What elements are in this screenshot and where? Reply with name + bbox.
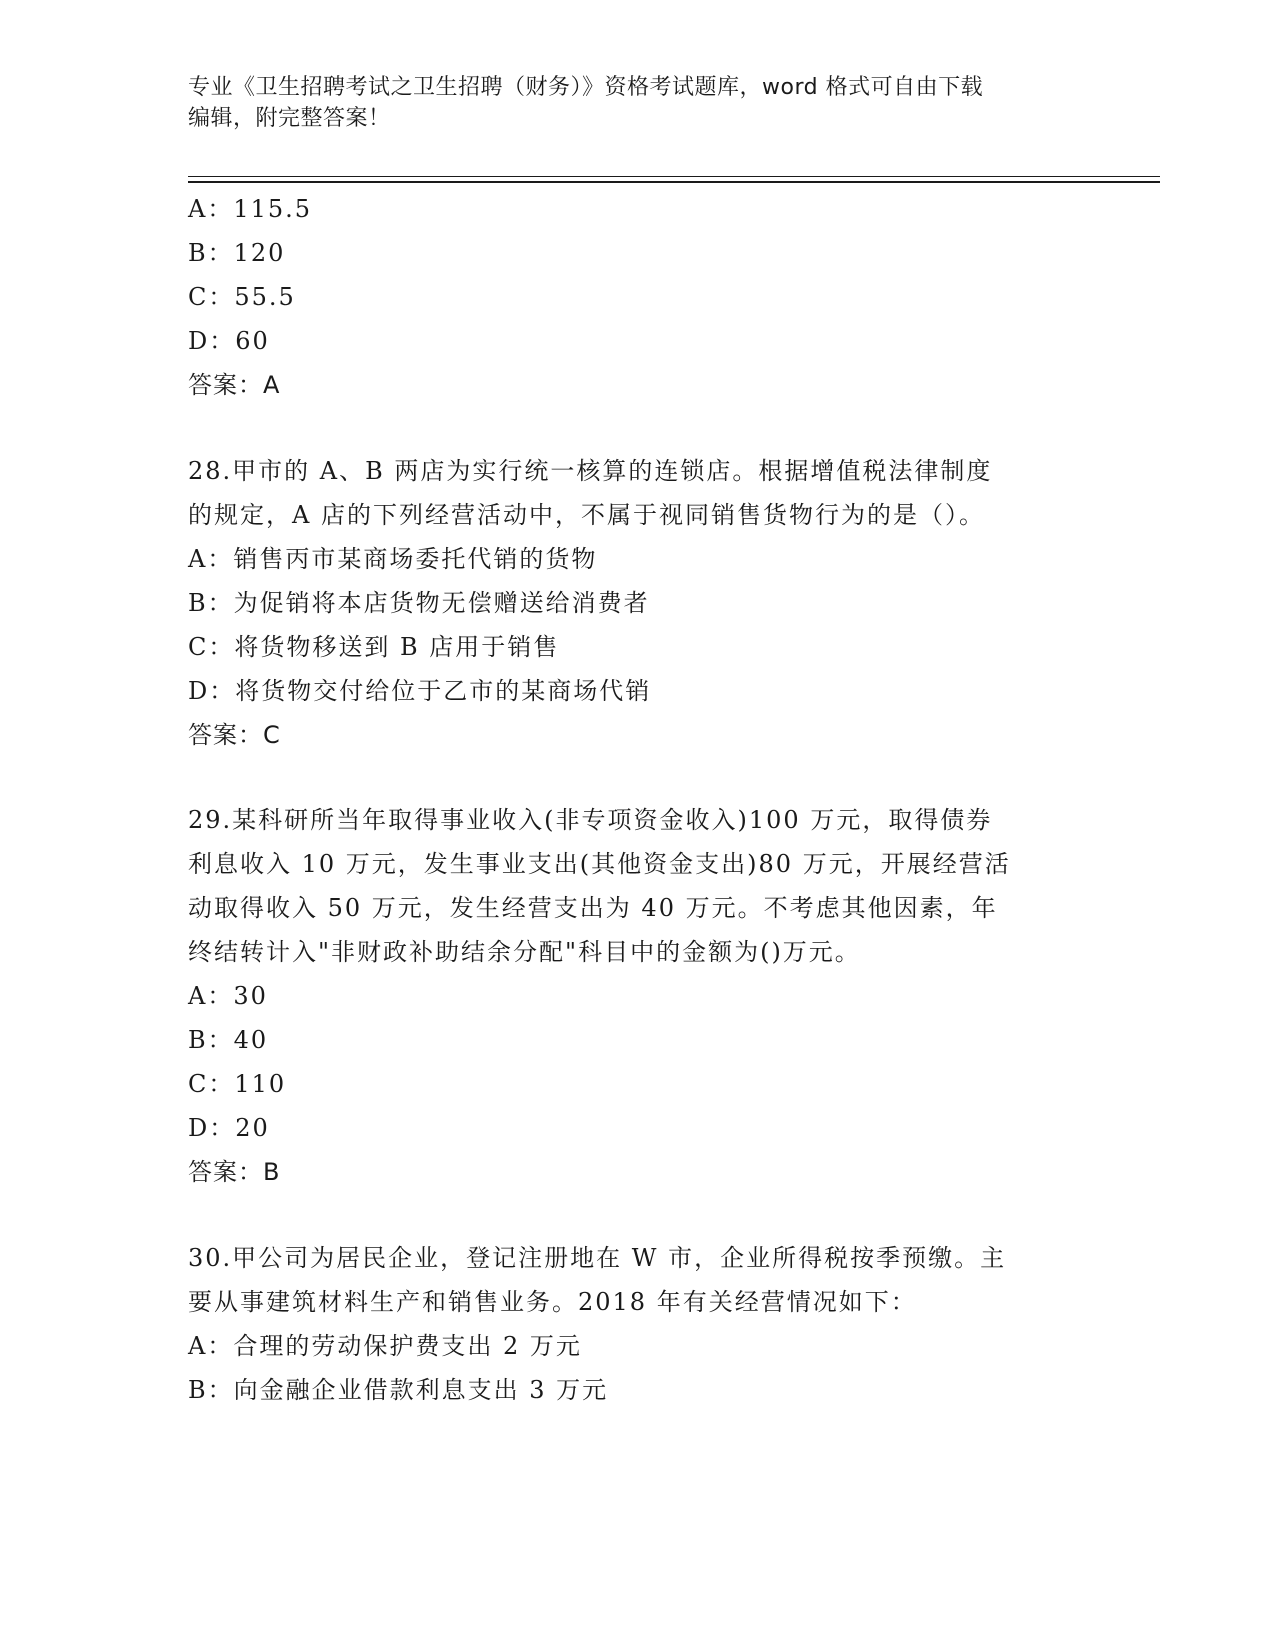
q29-stem-line-4: 终结转计入"非财政补助结余分配"科目中的金额为()万元。 [188, 938, 861, 966]
q28-option-a: A：销售丙市某商场委托代销的货物 [188, 545, 598, 573]
q28-stem-line-2: 的规定，A 店的下列经营活动中，不属于视同销售货物行为的是（）。 [188, 501, 985, 529]
q29-stem-line-1: 29.某科研所当年取得事业收入(非专项资金收入)100 万元，取得债券 [188, 806, 993, 834]
q27-option-d: D：60 [188, 327, 270, 355]
q29-answer: 答案：B [188, 1158, 281, 1186]
q29-stem-line-2: 利息收入 10 万元，发生事业支出(其他资金支出)80 万元，开展经营活 [188, 850, 1011, 878]
q29-option-c: C：110 [188, 1070, 287, 1098]
header-line-1: 专业《卫生招聘考试之卫生招聘（财务）》资格考试题库，word 格式可自由下载 [188, 75, 984, 100]
q28-stem-line-1: 28.甲市的 A、B 两店为实行统一核算的连锁店。根据增值税法律制度 [188, 457, 993, 485]
q27-answer: 答案：A [188, 371, 281, 399]
document-header [188, 72, 1088, 134]
q28-option-b: B：为促销将本店货物无偿赠送给消费者 [188, 589, 650, 617]
q27-option-a: A：115.5 [188, 195, 313, 223]
q27-option-b: B：120 [188, 239, 286, 267]
header-divider-thick [188, 181, 1160, 183]
q30-option-b: B：向金融企业借款利息支出 3 万元 [188, 1376, 609, 1404]
q29-option-d: D：20 [188, 1114, 270, 1142]
q29-stem-line-3: 动取得收入 50 万元，发生经营支出为 40 万元。不考虑其他因素，年 [188, 894, 998, 922]
q30-stem-line-2: 要从事建筑材料生产和销售业务。2018 年有关经营情况如下： [188, 1288, 917, 1316]
q30-option-a: A：合理的劳动保护费支出 2 万元 [188, 1332, 582, 1360]
header-divider-thin [188, 176, 1160, 177]
q29-option-b: B：40 [188, 1026, 269, 1054]
q29-option-a: A：30 [188, 982, 268, 1010]
q27-option-c: C：55.5 [188, 283, 296, 311]
q28-option-c: C：将货物移送到 B 店用于销售 [188, 633, 560, 661]
q28-option-d: D：将货物交付给位于乙市的某商场代销 [188, 677, 652, 705]
q28-answer: 答案：C [188, 721, 281, 749]
header-line-2: 编辑，附完整答案！ [188, 106, 391, 131]
q30-stem-line-1: 30.甲公司为居民企业，登记注册地在 W 市，企业所得税按季预缴。主 [188, 1244, 1007, 1272]
